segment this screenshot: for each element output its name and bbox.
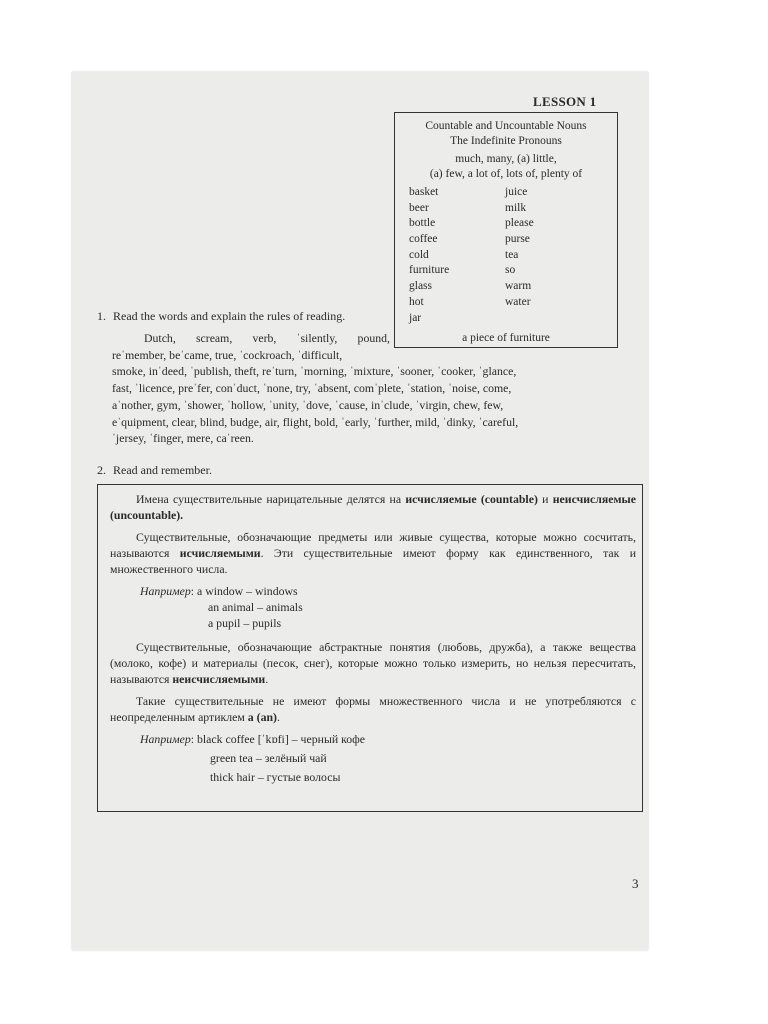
- example-line: green tea – зелёный чай: [210, 751, 327, 765]
- word: water: [505, 295, 531, 308]
- lesson-heading: LESSON 1: [533, 94, 597, 109]
- text: . Эти существительные имеют форму как единственного, так и множественного числа.: [110, 546, 637, 576]
- word: coffee: [409, 233, 438, 246]
- bold-term: исчисляемые (countable): [405, 492, 538, 506]
- text: Существительные, обозначающие предметы или живые существа, которые можно сосчитать, называются: [110, 530, 636, 560]
- word-row: [409, 263, 609, 279]
- word: bottle: [409, 217, 436, 230]
- word-row: [409, 311, 609, 327]
- word-row: [409, 279, 609, 295]
- word-row: [409, 201, 609, 217]
- example-line: a pupil – pupils: [208, 616, 282, 630]
- rule-paragraph: [110, 491, 636, 523]
- example-label: Например: [140, 732, 191, 746]
- exercise-2-heading: [97, 463, 212, 478]
- bold-term: неисчисляемыми: [172, 672, 266, 686]
- word-line: smoke, inˈdeed, ˈpublish, theft, reˈturn, ˈmorning, ˈmixture, ˈsooner, ˈcooker, ˈglance,: [112, 364, 517, 379]
- example-line: thick hair – густые волосы: [210, 770, 341, 784]
- exercise-number: 1.: [97, 309, 106, 323]
- word-line: ˈjersey, ˈfinger, mere, caˈreen.: [112, 431, 254, 446]
- word: so: [505, 264, 516, 277]
- text: Такие существительные не имеют формы множественного числа и не употребляются с неопределенным артиклем: [110, 694, 636, 724]
- grammar-box-subtitle: The Indefinite Pronouns: [450, 134, 562, 147]
- page-number: 3: [632, 876, 639, 891]
- rule-box: [97, 484, 643, 812]
- exercise-instruction: Read and remember.: [113, 463, 212, 477]
- word: please: [505, 217, 534, 230]
- word: beer: [409, 201, 429, 214]
- pronouns-line-1: much, many, (a) little,: [455, 153, 557, 165]
- word: milk: [505, 201, 527, 214]
- pronouns-line-2: (a) few, a lot of, lots of, plenty of: [429, 167, 583, 180]
- text: Существительные, обозначающие абстрактные понятия (любовь, дружба), а также вещества (молоко, кофе) и материалы (песок, снег), которые можно только измерить, но нельзя пересчитать, называются: [110, 640, 636, 686]
- text: и: [537, 492, 553, 506]
- word-row: [409, 248, 609, 264]
- rule-paragraph: [110, 693, 636, 725]
- word-line: aˈnother, gym, ˈshower, ˈhollow, ˈunity, ˈdove, ˈcause, inˈclude, ˈvirgin, chew, few,: [112, 397, 504, 412]
- word: hot: [409, 295, 424, 308]
- bold-term: исчисляемыми: [179, 546, 261, 560]
- rule-paragraph: [110, 529, 636, 577]
- exercise-instruction: Read the words and explain the rules of reading.: [113, 309, 346, 323]
- word-list: [409, 185, 609, 326]
- word-row: [409, 216, 609, 232]
- example-line: an animal – animals: [208, 600, 303, 614]
- word-row: [409, 185, 609, 201]
- example-text: : black coffee [ˈkɒfi] – черный кофе: [190, 732, 366, 746]
- word-line: eˈquipment, clear, blind, budge, air, flight, bold, ˈearly, ˈfurther, mild, ˈdinky, ˈcareful,: [112, 414, 519, 429]
- rule-paragraph: [110, 639, 636, 687]
- grammar-box-example: a piece of furniture: [462, 332, 550, 344]
- word-row: [409, 295, 609, 311]
- word-line: reˈmember, beˈcame, true, ˈcockroach, ˈdifficult,: [112, 347, 343, 362]
- bold-term: неисчисляемые (uncountable).: [110, 492, 636, 522]
- word: cold: [409, 248, 429, 261]
- exercise-number: 2.: [97, 463, 106, 477]
- bold-term: a (an): [247, 710, 277, 724]
- example-label: Например: [140, 584, 191, 598]
- word: tea: [505, 248, 519, 261]
- word: furniture: [409, 264, 450, 277]
- exercise-1-heading: [97, 309, 345, 324]
- example-text: : a window – windows: [190, 584, 298, 598]
- text: Имена существительные нарицательные делятся на: [136, 492, 406, 506]
- example-line: [110, 731, 636, 747]
- grammar-box-title: Countable and Uncountable Nouns: [425, 120, 587, 132]
- example-line: [110, 583, 636, 599]
- word-line: Dutch, scream, verb, ˈsilently, pound,: [144, 331, 390, 345]
- word: jar: [409, 311, 422, 324]
- word: basket: [409, 186, 439, 198]
- grammar-box: [394, 112, 618, 348]
- text: .: [265, 672, 269, 686]
- exercise-1-words: [112, 330, 612, 447]
- word: juice: [505, 186, 528, 198]
- word: purse: [505, 233, 530, 246]
- word: warm: [505, 280, 532, 293]
- word: glass: [409, 280, 432, 293]
- word-line: fast, ˈlicence, preˈfer, conˈduct, ˈnone, try, ˈabsent, comˈplete, ˈstation, ˈnoise, come,: [112, 381, 512, 396]
- text: .: [276, 710, 280, 724]
- word-row: [409, 232, 609, 248]
